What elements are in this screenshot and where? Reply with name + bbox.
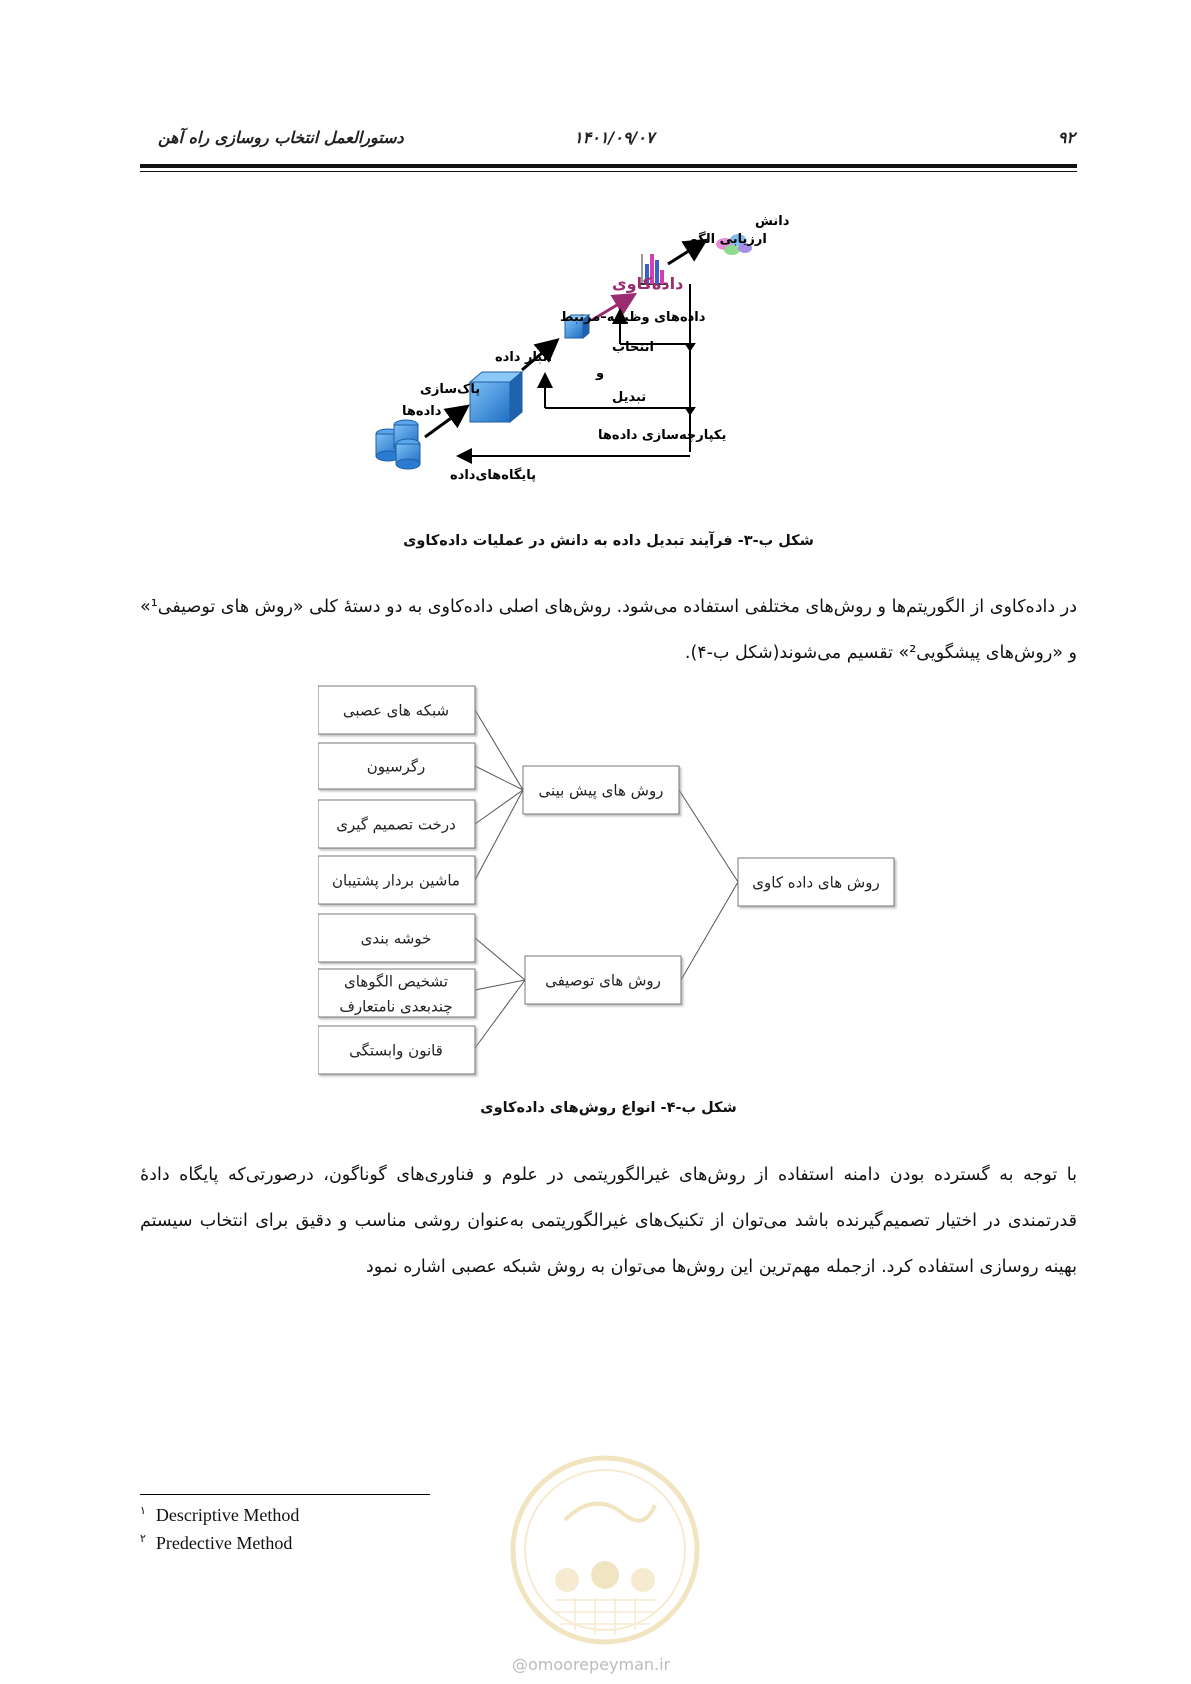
node-predictive: روش های پیش بینی bbox=[538, 781, 664, 800]
label-knowledge: دانش bbox=[755, 214, 790, 230]
header-rule-thick bbox=[140, 164, 1077, 168]
footnote-1-mark: ۱ bbox=[140, 1505, 146, 1517]
watermark-seal-icon bbox=[505, 1450, 705, 1680]
node-root: روش های داده کاوی bbox=[752, 873, 880, 892]
label-pattern-eval: ارزیابی الگو bbox=[690, 232, 767, 248]
leaf-svm: ماشین بردار پشتیبان bbox=[332, 871, 460, 890]
leaf-regression: رگرسیون bbox=[366, 757, 426, 776]
header-date: ۱۴۰۱/۰۹/۰۷ bbox=[574, 128, 655, 147]
leaf-anomaly-line1: تشخیص الگوهای bbox=[344, 972, 448, 991]
label-selection-2: و bbox=[596, 366, 605, 382]
leaf-decision-tree: درخت تصمیم گیری bbox=[336, 815, 456, 834]
footnote-2-mark: ۲ bbox=[140, 1533, 146, 1545]
leaf-neural: شبکه های عصبی bbox=[342, 701, 450, 720]
databases-icon bbox=[376, 420, 420, 469]
node-descriptive: روش های توصیفی bbox=[545, 971, 661, 990]
leaf-association: قانون وابستگی bbox=[349, 1041, 443, 1060]
page-number: ۹۲ bbox=[1057, 128, 1075, 147]
watermark-site: @omoorepeyman.ir bbox=[512, 1655, 671, 1674]
leaf-anomaly-line2: چندبعدی نامتعارف bbox=[339, 997, 453, 1016]
paragraph-2: با توجه به گسترده بودن دامنه استفاده از روش‌های غیرالگوریتمی در علوم و فناوری‌های گوناگون، درصورتی‌که پایگاه دادهٔ قدرتمندی در اختیار تصمیم‌گیرنده باشد می‌توان از تکنیک‌های غیرالگوریتمی به‌عنوان روشی مناسب و دقیق برای انتخاب سیستم بهینه روسازی استفاده کرد. ازجمله مهم‌ترین این روش‌ها می‌توان به روش شبکه عصبی اشاره نمود bbox=[140, 1165, 1077, 1277]
paragraph-1: در داده‌کاوی از الگوریتم‌ها و روش‌های مختلفی استفاده می‌شود. روش‌های اصلی داده‌کاوی به دو دستهٔ کلی «روش های توصیفی¹» و «روش‌های پیشگویی²» تقسیم می‌شوند(شکل ب-۴). bbox=[140, 597, 1077, 663]
label-cleaning-2: داده‌ها bbox=[402, 404, 442, 420]
footnote-1-text: Descriptive Method bbox=[155, 1505, 300, 1525]
figure1-caption: شکل ب-۳- فرآیند تبدیل داده به دانش در عملیات داده‌کاوی bbox=[403, 533, 814, 549]
data-mining-methods-diagram bbox=[318, 684, 908, 1092]
label-selection-1: انتخاب bbox=[612, 340, 654, 356]
label-selection-3: تبدیل bbox=[612, 390, 647, 406]
footnote-2-text: Predective Method bbox=[155, 1533, 293, 1553]
label-cleaning-1: پاک‌سازی bbox=[420, 382, 481, 398]
footnote-rule bbox=[140, 1494, 430, 1495]
footnote-2 bbox=[140, 1532, 292, 1554]
kdd-process-diagram bbox=[360, 212, 830, 527]
label-integration: یکپارچه‌سازی داده‌ها bbox=[598, 428, 727, 444]
header-rule-thin bbox=[140, 171, 1077, 172]
label-databases: پایگاه‌های‌داده bbox=[450, 468, 537, 484]
header-title: دستورالعمل انتخاب روسازی راه آهن bbox=[158, 128, 404, 147]
label-task-relevant: داده‌های وظیفه–مرتبط bbox=[560, 310, 706, 326]
footnote-1 bbox=[140, 1504, 299, 1526]
label-data-mining: داده‌کاوی bbox=[612, 274, 684, 294]
leaf-clustering: خوشه بندی bbox=[360, 929, 432, 948]
figure2-caption: شکل ب-۴- انواع روش‌های داده‌کاوی bbox=[480, 1100, 737, 1116]
label-warehouse: انبار داده bbox=[495, 350, 553, 366]
